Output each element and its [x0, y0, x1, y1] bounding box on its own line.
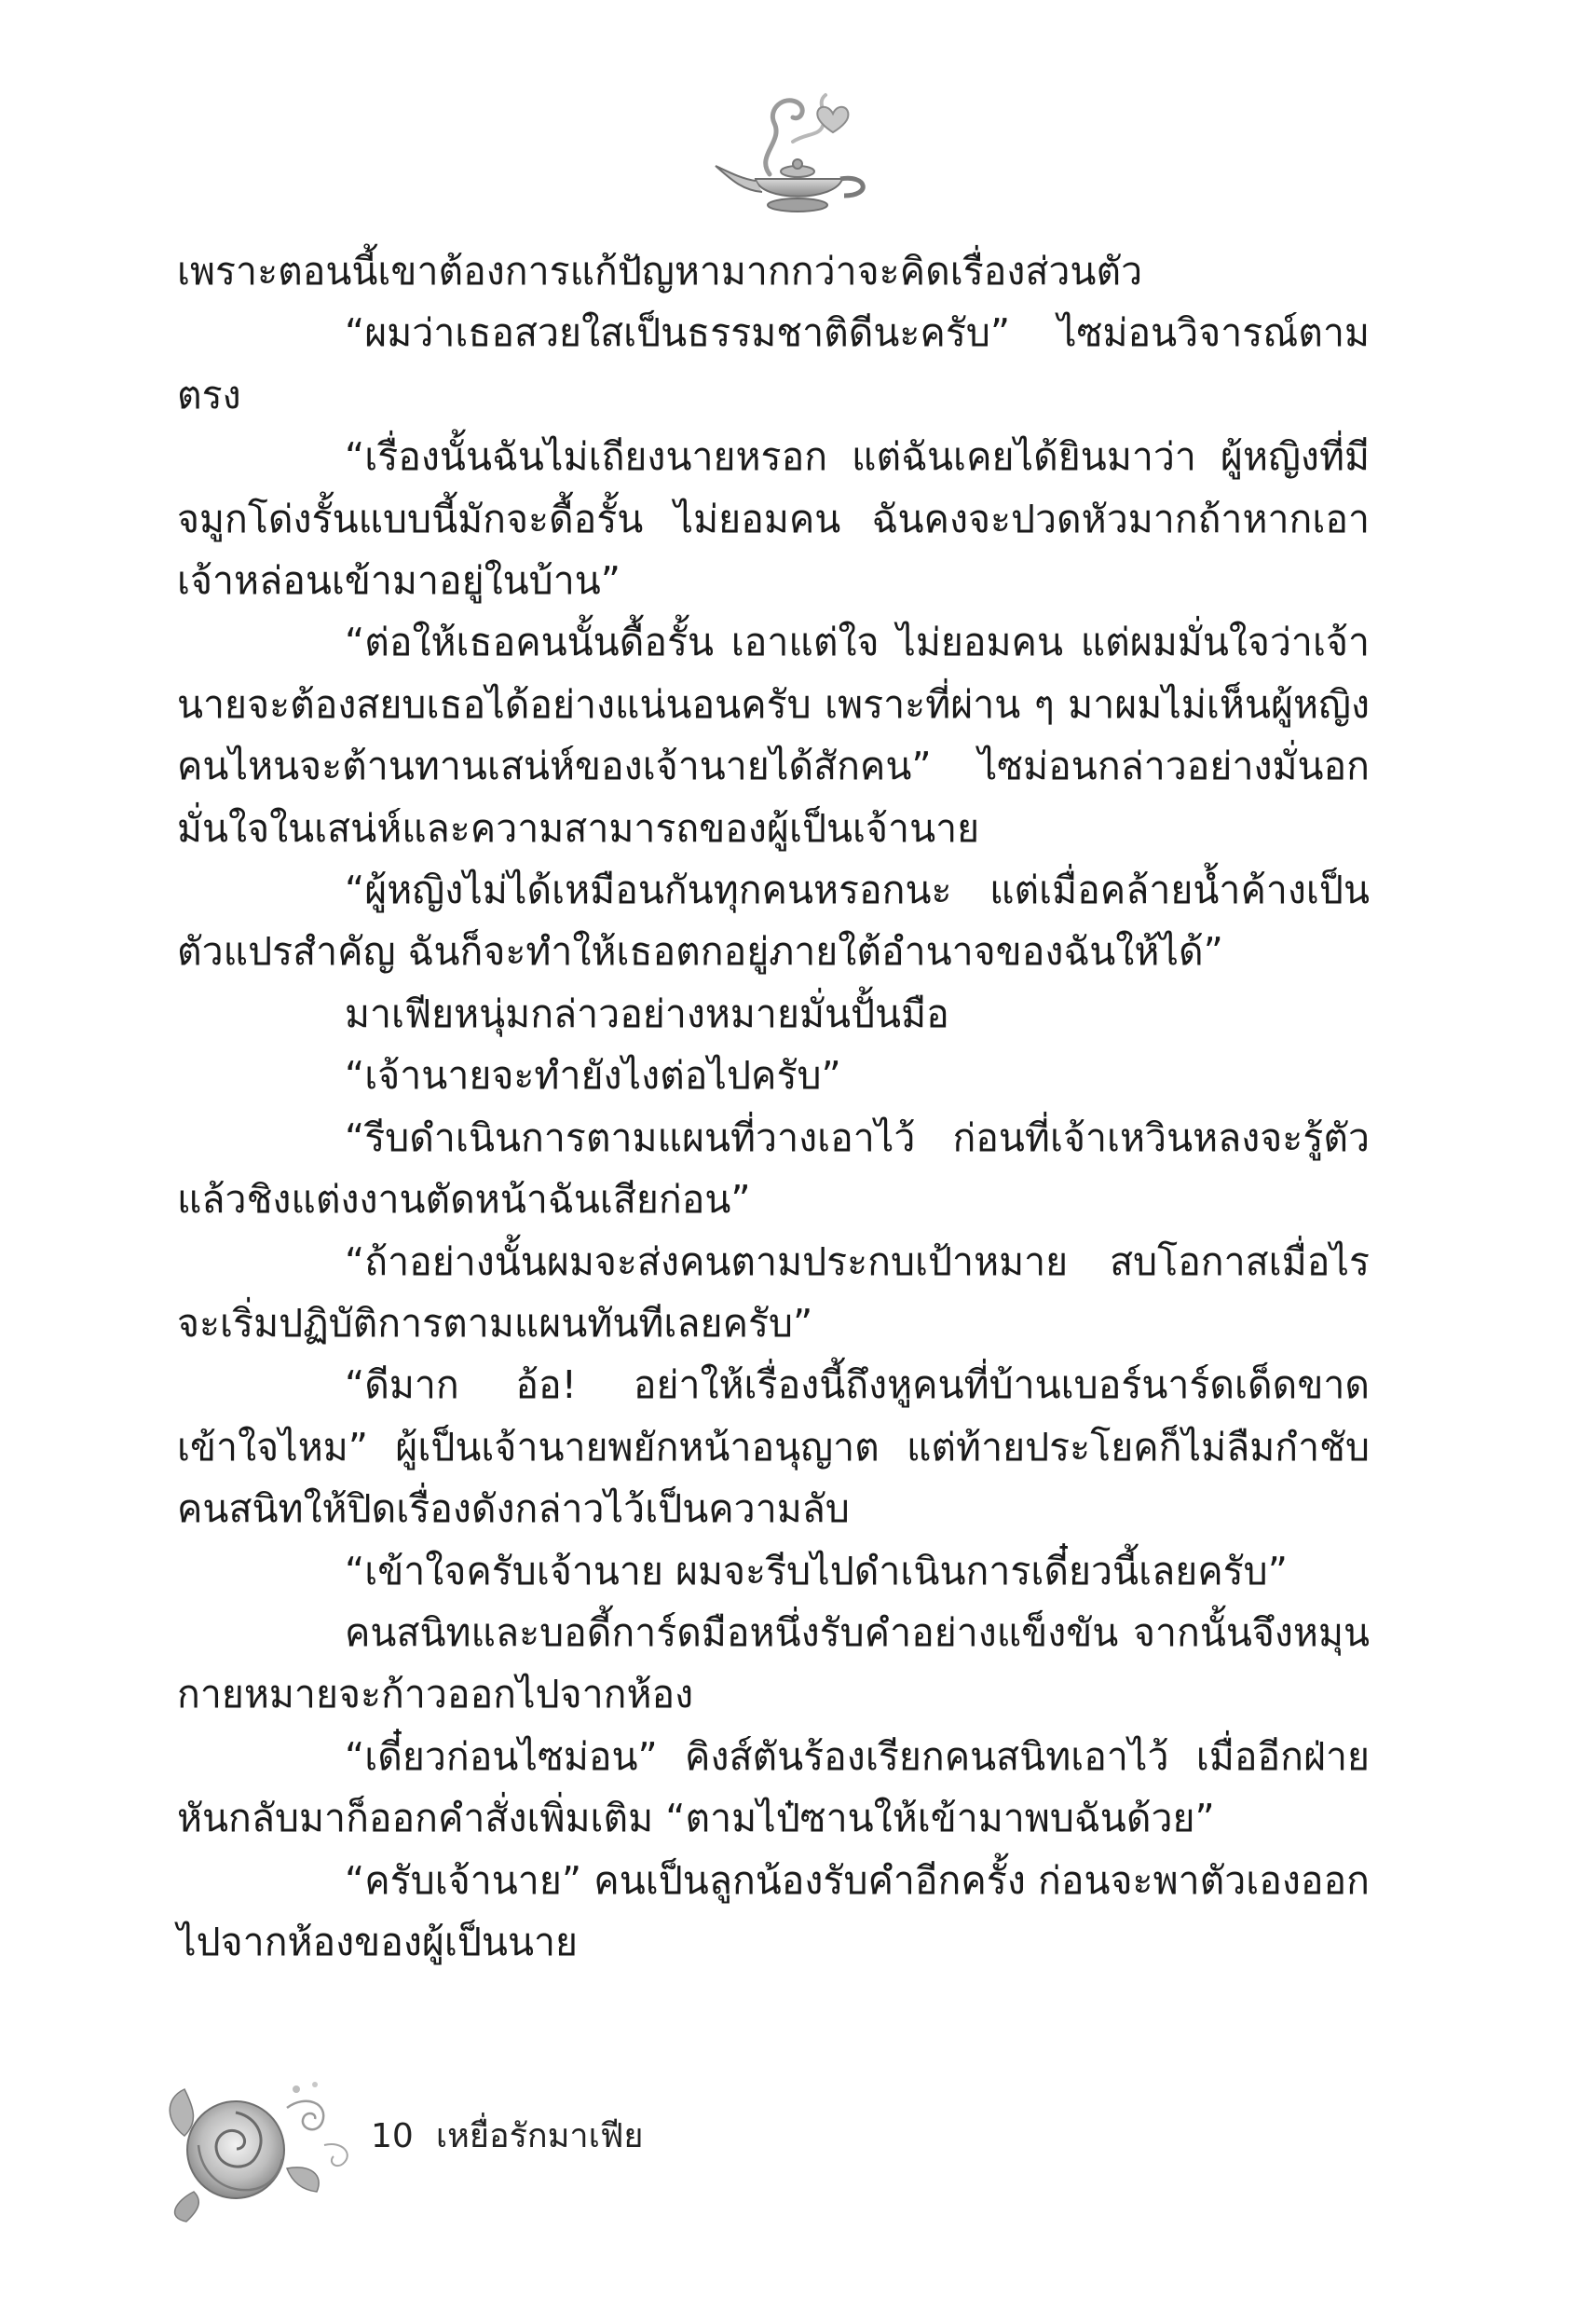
paragraph: “รีบดำเนินการตามแผนที่วางเอาไว้ ก่อนที่เจ้าเหวินหลงจะรู้ตัวแล้วชิงแต่งงานตัดหน้าฉันเสียก่อน”: [177, 1114, 1370, 1223]
paragraph: “ครับเจ้านาย” คนเป็นลูกน้องรับคำอีกครั้ง ก่อนจะพาตัวเองออกไปจากห้องของผู้เป็นนาย: [177, 1857, 1370, 1964]
rose-ornament-icon: [157, 2071, 361, 2224]
paragraph: “ต่อให้เธอคนนั้นดื้อรั้น เอาแต่ใจ ไม่ยอมคน แต่ผมมั่นใจว่าเจ้านายจะต้องสยบเธอได้อย่างแน่นอนครับ เพราะที่ผ่าน ๆ มาผมไม่เห็นผู้หญิงคนไหนจะต้านทานเสน่ห์ของเจ้านายได้สักคน” ไซม่อนกล่าวอย่างมั่นอกมั่นใจในเสน่ห์และความสามารถของผู้เป็นเจ้านาย: [177, 620, 1370, 851]
genie-lamp-icon: [704, 86, 891, 226]
paragraph: “เรื่องนั้นฉันไม่เถียงนายหรอก แต่ฉันเคยได้ยินมาว่า ผู้หญิงที่มีจมูกโด่งรั้นแบบนี้มักจะดื้อรั้น ไม่ยอมคน ฉันคงจะปวดหัวมากถ้าหากเอาเจ้าหล่อนเข้ามาอยู่ในบ้าน”: [177, 434, 1370, 604]
paragraph: “เดี๋ยวก่อนไซม่อน” คิงส์ตันร้องเรียกคนสนิทเอาไว้ เมื่ออีกฝ่ายหันกลับมาก็ออกคำสั่งเพิ่มเติม “ตามไป๋ซานให้เข้ามาพบฉันด้วย”: [177, 1733, 1370, 1841]
paragraph: “ถ้าอย่างนั้นผมจะส่งคนตามประกบเป้าหมาย สบโอกาสเมื่อไรจะเริ่มปฏิบัติการตามแผนทันทีเลยครับ”: [177, 1238, 1370, 1346]
paragraph: “เข้าใจครับเจ้านาย ผมจะรีบไปดำเนินการเดี๋ยวนี้เลยครับ”: [345, 1548, 1288, 1593]
body-text: [177, 240, 1370, 1973]
paragraph: มาเฟียหนุ่มกล่าวอย่างหมายมั่นปั้นมือ: [345, 991, 949, 1036]
book-title: เหยื่อรักมาเฟีย: [435, 2117, 644, 2155]
paragraph: “ดีมาก อ้อ! อย่าให้เรื่องนี้ถึงหูคนที่บ้านเบอร์นาร์ดเด็ดขาดเข้าใจไหม” ผู้เป็นเจ้านายพยักหน้าอนุญาต แต่ท้ายประโยคก็ไม่ลืมกำชับคนสนิทให้ปิดเรื่องดังกล่าวไว้เป็นความลับ: [177, 1362, 1370, 1532]
paragraph: เพราะตอนนี้เขาต้องการแก้ปัญหามากกว่าจะคิดเรื่องส่วนตัว: [177, 249, 1143, 294]
paragraph: “ผมว่าเธอสวยใสเป็นธรรมชาติดีนะครับ” ไซม่อนวิจารณ์ตามตรง: [177, 310, 1370, 417]
paragraph: “ผู้หญิงไม่ได้เหมือนกันทุกคนหรอกนะ แต่เมื่อคล้ายน้ำค้างเป็นตัวแปรสำคัญ ฉันก็จะทำให้เธอตกอยู่ภายใต้อำนาจของฉันให้ได้”: [177, 868, 1370, 975]
page-footer: [371, 2116, 644, 2157]
paragraph: “เจ้านายจะทำยังไงต่อไปครับ”: [345, 1053, 841, 1099]
page-number: 10: [371, 2117, 414, 2155]
paragraph: คนสนิทและบอดี้การ์ดมือหนึ่งรับคำอย่างแข็งขัน จากนั้นจึงหมุนกายหมายจะก้าวออกไปจากห้อง: [177, 1609, 1370, 1717]
